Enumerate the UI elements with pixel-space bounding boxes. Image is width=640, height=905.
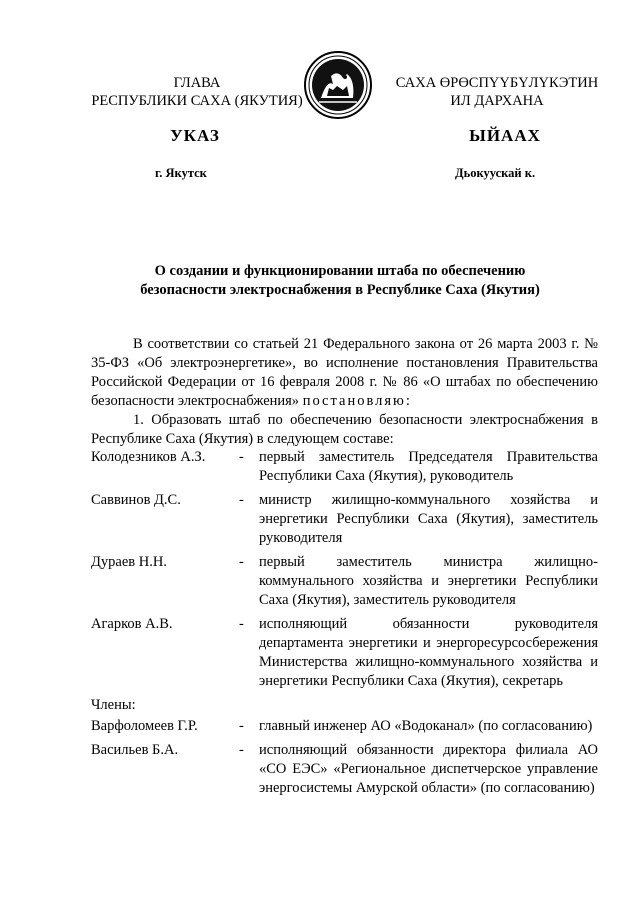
list-item	[91, 615, 598, 691]
member-name: Васильев Б.А.	[91, 742, 179, 758]
member-name: Агарков А.В.	[91, 616, 173, 632]
list-item	[91, 741, 598, 798]
coat-of-arms-emblem-icon	[303, 50, 373, 120]
title-line1: О создании и функционировании штаба по обеспечению	[154, 263, 526, 279]
header-right-line2: ИЛ ДАРХАНА	[450, 93, 544, 109]
member-name: Колодезников А.З.	[91, 449, 206, 465]
member-role: первый заместитель министра жилищно-коммунального хозяйства и энергетики Республики Саха (Якутия), заместитель руководителя	[259, 554, 598, 608]
header-right	[390, 74, 604, 110]
document-body	[91, 335, 598, 449]
member-role: первый заместитель Председателя Правительства Республики Саха (Якутия), руководитель	[259, 449, 598, 484]
item-1: 1. Образовать штаб по обеспечению безопасности электроснабжения в Республике Саха (Якутия) в следующем составе:	[91, 412, 598, 447]
dash: -	[239, 742, 244, 758]
ukaz-right: ЫЙААХ	[469, 126, 541, 145]
list-item	[91, 553, 598, 610]
member-name: Варфоломеев Г.Р.	[91, 718, 198, 734]
list-item	[91, 491, 598, 548]
member-role: главный инженер АО «Водоканал» (по согласованию)	[259, 718, 593, 734]
list-item	[91, 448, 598, 486]
leaders-list	[91, 448, 598, 803]
dash: -	[239, 718, 244, 734]
title-line2: безопасности электроснабжения в Республике Саха (Якутия)	[140, 282, 540, 298]
member-role: исполняющий обязанности руководителя департамента энергетики и энергоресурсосбережения Министерства жилищно-коммунального хозяйства и энергетики Республики Саха (Якутия), секретарь	[259, 616, 598, 689]
header-right-line1: САХА ӨРӨСПҮҮБҮЛҮКЭТИН	[395, 75, 599, 91]
member-name: Дураев Н.Н.	[91, 554, 167, 570]
member-role: министр жилищно-коммунального хозяйства и энергетики Республики Саха (Якутия), заместитель руководителя	[259, 492, 598, 546]
header-left-line1: ГЛАВА	[173, 75, 221, 91]
dash: -	[239, 554, 244, 570]
member-name: Саввинов Д.С.	[91, 492, 181, 508]
members-label: Члены:	[91, 697, 136, 713]
preamble	[91, 335, 598, 411]
dash: -	[239, 449, 244, 465]
city-right: Дьокуускай к.	[455, 166, 536, 180]
member-role: исполняющий обязанности директора филиала АО «СО ЕЭС» «Региональное диспетчерское управление энергосистемы Амурской области» (по согласованию)	[259, 742, 598, 796]
header-left	[78, 74, 316, 110]
preamble-resolve: постановляю:	[302, 393, 412, 409]
city-left: г. Якутск	[155, 166, 207, 180]
dash: -	[239, 492, 244, 508]
preamble-text: В соответствии со статьей 21 Федерального закона от 26 марта 2003 г. № 35-ФЗ «Об электроэнергетике», во исполнение постановления Правительства Российской Федерации от 16 февраля 2008 г. № 86 «О штабах по обеспечению безопасности электроснабжения»	[91, 336, 598, 409]
header-left-line2: РЕСПУБЛИКИ САХА (ЯКУТИЯ)	[91, 93, 303, 109]
document-title	[100, 262, 580, 300]
list-item	[91, 717, 598, 736]
ukaz-left: УКАЗ	[170, 126, 220, 145]
dash: -	[239, 616, 244, 632]
